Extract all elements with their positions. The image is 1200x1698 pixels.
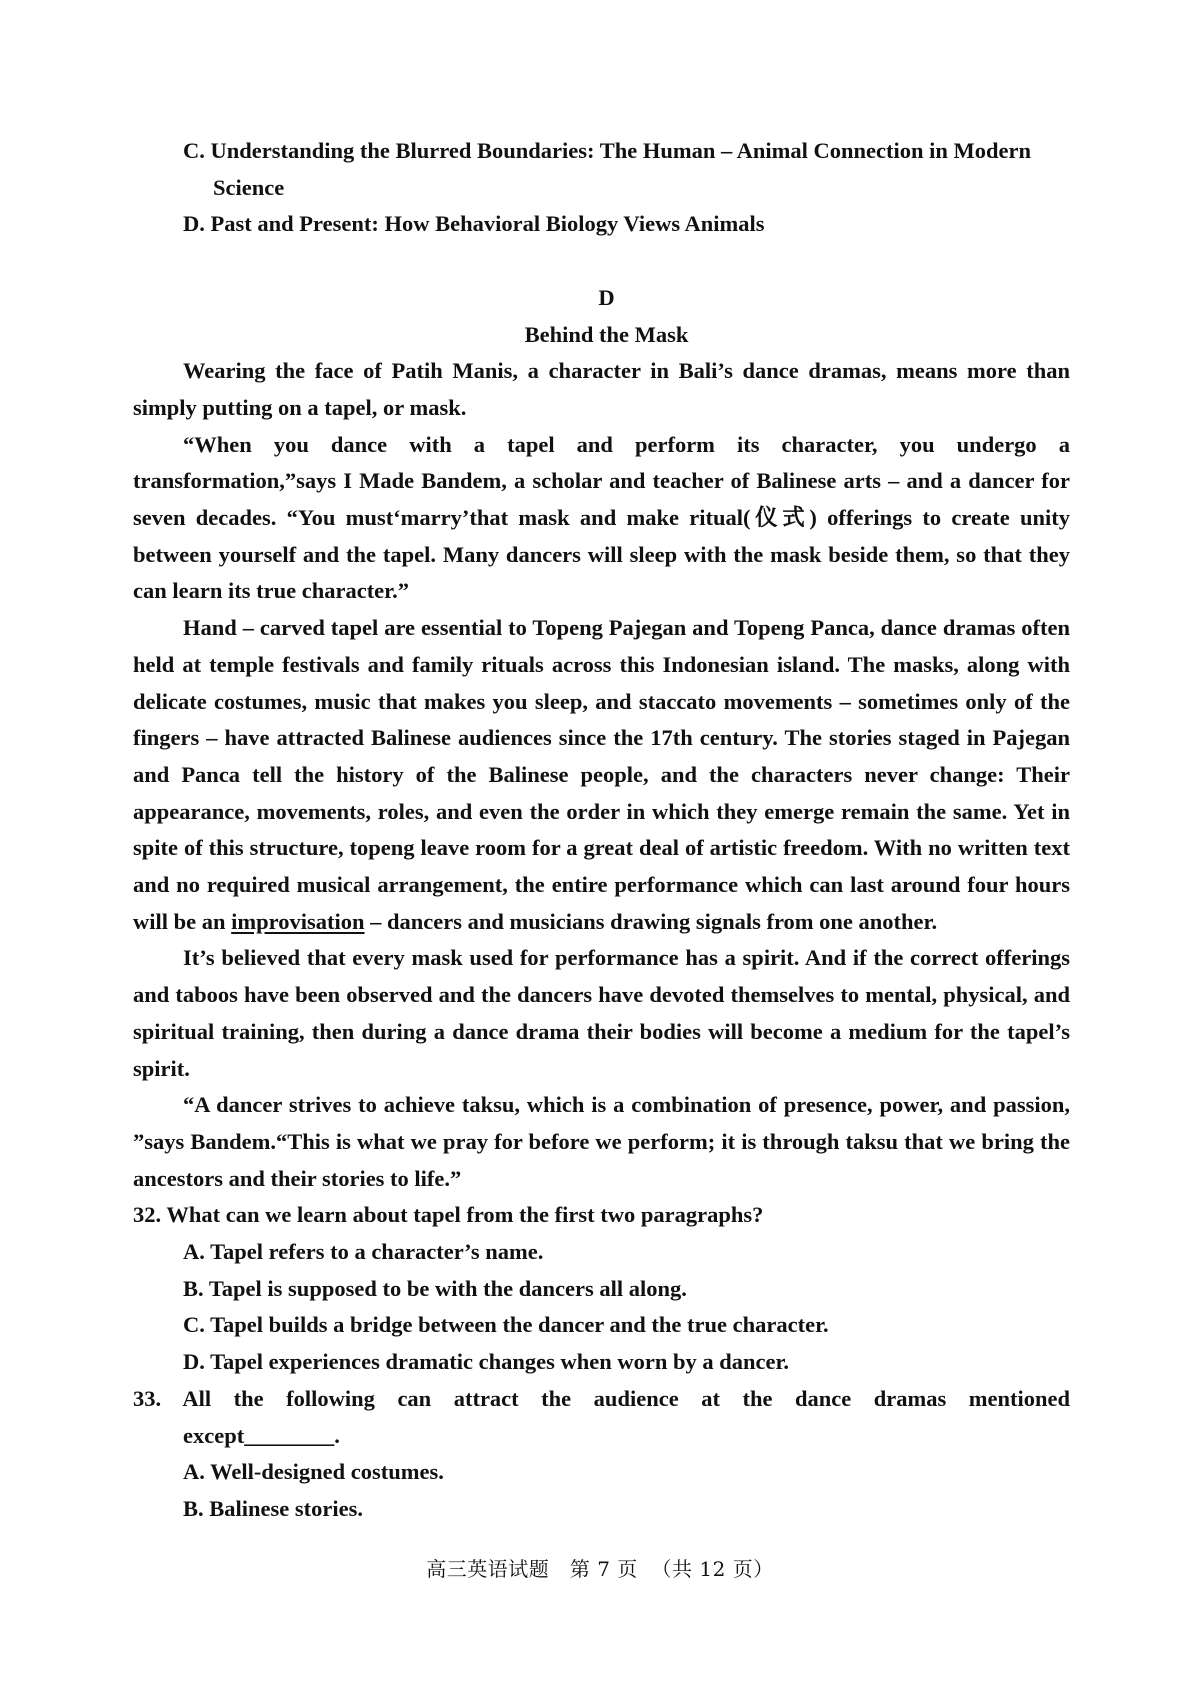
paragraph-3-text-after: – dancers and musicians drawing signals from one another. bbox=[364, 908, 938, 934]
paragraph-3-text-before: Hand – carved tapel are essential to Topeng Pajegan and Topeng Panca, dance dramas often held at temple festivals and family rituals across this Indonesian island. The masks, along with delicate costumes, music that makes you sleep, and staccato movements – sometimes only of the fingers – have attracted Balinese audiences since the 17th century. The stories staged in Pajegan and Panca tell the history of the Balinese people, and the characters never change: Their appearance, movements, roles, and even the order in which they emerge remain the same. Yet in spite of this structure, topeng leave room for a great deal of artistic freedom. With no written text and no required musical arrangement, the entire performance which can last around four hours will be an bbox=[133, 615, 1070, 934]
prev-option-c: C. Understanding the Blurred Boundaries: The Human – Animal Connection in Modern Science bbox=[183, 138, 1032, 200]
section-letter: D bbox=[598, 284, 615, 310]
underlined-word-improvisation: improvisation bbox=[231, 908, 365, 934]
spacer bbox=[133, 243, 1070, 280]
question-32-option-c[interactable]: C. Tapel builds a bridge between the dancer and the true character. bbox=[183, 1312, 829, 1338]
paragraph-3 bbox=[133, 610, 1070, 940]
footer-page-number: 第 7 页 bbox=[569, 1557, 638, 1581]
paragraph-4: It’s believed that every mask used for performance has a spirit. And if the correct offerings and taboos have been observed and the dancers have devoted themselves to mental, physical, and spiritual training, then during a dance drama their bodies will become a medium for the tapel’s spirit. bbox=[133, 945, 1070, 1081]
question-33-option-b[interactable]: B. Balinese stories. bbox=[183, 1496, 363, 1521]
text-column bbox=[133, 133, 1070, 1528]
question-32-option-d[interactable]: D. Tapel experiences dramatic changes when worn by a dancer. bbox=[183, 1349, 790, 1375]
question-32-stem: 32. What can we learn about tapel from the first two paragraphs? bbox=[133, 1202, 764, 1228]
page-footer bbox=[0, 1553, 1200, 1582]
paragraph-5: “A dancer strives to achieve taksu, which is a combination of presence, power, and passion, ”says Bandem.“This is what we pray for before we perform; it is through taksu that we bring the ancestors and their stories to life.” bbox=[133, 1092, 1070, 1191]
question-32-option-a[interactable]: A. Tapel refers to a character’s name. bbox=[183, 1239, 544, 1265]
footer-total-pages: （共 12 页） bbox=[651, 1557, 774, 1581]
footer-exam-name: 高三英语试题 bbox=[426, 1557, 550, 1581]
question-32-option-b[interactable]: B. Tapel is supposed to be with the dancers all along. bbox=[183, 1275, 687, 1301]
paragraph-1: Wearing the face of Patih Manis, a character in Bali’s dance dramas, means more than simply putting on a tapel, or mask. bbox=[133, 358, 1070, 420]
question-33-option-a[interactable]: A. Well-designed costumes. bbox=[183, 1459, 444, 1485]
paragraph-2: “When you dance with a tapel and perform its character, you undergo a transformation,”says I Made Bandem, a scholar and teacher of Balinese arts – and a dancer for seven decades. “You must‘marry’that mask and make ritual(仪式) offerings to create unity between yourself and the tapel. Many dancers will sleep with the mask beside them, so that they can learn its true character.” bbox=[133, 431, 1070, 604]
passage-title: Behind the Mask bbox=[524, 321, 689, 347]
question-33-stem-line-2: except________. bbox=[183, 1422, 340, 1448]
question-33-stem-line-1: 33. All the following can attract the audience at the dance dramas mentioned bbox=[133, 1385, 1070, 1411]
prev-option-d: D. Past and Present: How Behavioral Biology Views Animals bbox=[183, 211, 765, 237]
